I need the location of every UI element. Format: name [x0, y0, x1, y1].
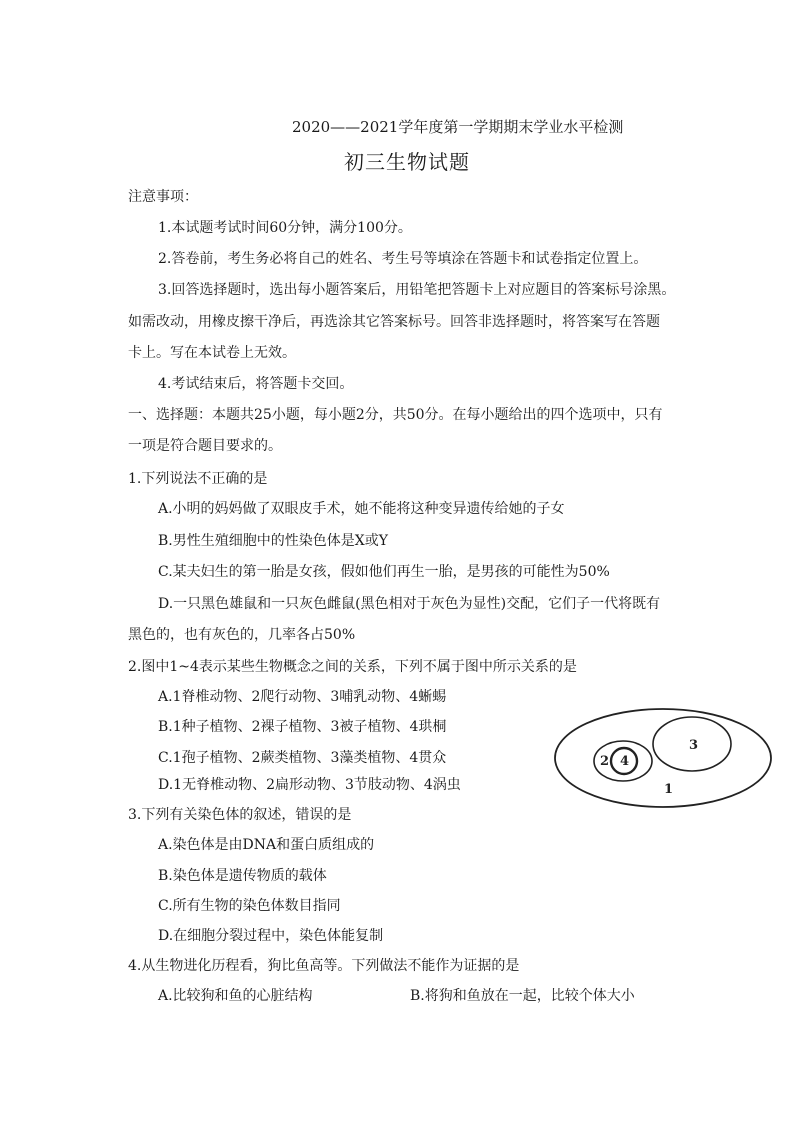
venn-diagram	[552, 700, 774, 812]
q1-option-c: C.某夫妇生的第一胎是女孩，假如他们再生一胎，是男孩的可能性为50%	[158, 564, 610, 580]
notice-item-4: 4.考试结束后，将答题卡交回。	[158, 376, 354, 392]
notice-item-2: 2.答卷前，考生务必将自己的姓名、考生号等填涂在答题卡和试卷指定位置上。	[158, 251, 648, 267]
q4-stem: 4.从生物进化历程看，狗比鱼高等。下列做法不能作为证据的是	[128, 958, 520, 974]
venn-label-4: 4	[620, 754, 630, 769]
section-1-line-1: 一、选择题：本题共25小题，每小题2分，共50分。在每小题给出的四个选项中，只有	[128, 407, 663, 423]
notice-item-3-line-3: 卡上。写在本试卷上无效。	[128, 345, 296, 361]
section-1-line-2: 一项是符合题目要求的。	[128, 438, 282, 454]
exam-title: 初三生物试题	[344, 150, 470, 174]
q1-option-b: B.男性生殖细胞中的性染色体是X或Y	[158, 533, 388, 549]
q2-option-b: B.1种子植物、2裸子植物、3被子植物、4珙桐	[158, 719, 447, 735]
q4-option-b: B.将狗和鱼放在一起，比较个体大小	[410, 988, 635, 1004]
venn-outer-ellipse	[555, 709, 771, 807]
q2-stem: 2.图中1~4表示某些生物概念之间的关系，下列不属于图中所示关系的是	[128, 659, 577, 675]
q1-option-a: A.小明的妈妈做了双眼皮手术，她不能将这种变异遗传给她的子女	[158, 501, 565, 517]
q2-option-d: D.1无脊椎动物、2扁形动物、3节肢动物、4涡虫	[158, 777, 461, 793]
venn-label-2: 2	[600, 754, 610, 769]
notice-heading: 注意事项：	[128, 189, 198, 205]
q4-option-a: A.比较狗和鱼的心脏结构	[158, 988, 313, 1004]
venn-label-3: 3	[689, 738, 699, 753]
notice-item-3-line-1: 3.回答选择题时，选出每小题答案后，用铅笔把答题卡上对应题目的答案标号涂黑。	[158, 282, 676, 298]
q3-option-c: C.所有生物的染色体数目指同	[158, 898, 341, 914]
q2-option-c: C.1孢子植物、2蕨类植物、3藻类植物、4贯众	[158, 750, 447, 766]
q1-option-d-line-1: D.一只黑色雄鼠和一只灰色雌鼠(黑色相对于灰色为显性)交配，它们子一代将既有	[158, 596, 661, 612]
notice-item-3-line-2: 如需改动，用橡皮擦干净后，再选涂其它答案标号。回答非选择题时，将答案写在答题	[128, 314, 660, 330]
q1-option-d-line-2: 黑色的，也有灰色的，几率各占50%	[128, 627, 356, 643]
q3-option-d: D.在细胞分裂过程中，染色体能复制	[158, 928, 384, 944]
q3-stem: 3.下列有关染色体的叙述，错误的是	[128, 807, 352, 823]
venn-label-1: 1	[664, 782, 674, 797]
exam-header: 2020——2021学年度第一学期期末学业水平检测	[292, 118, 624, 136]
q1-stem: 1.下列说法不正确的是	[128, 471, 268, 487]
notice-item-1: 1.本试题考试时间60分钟，满分100分。	[158, 220, 412, 236]
q3-option-b: B.染色体是遗传物质的载体	[158, 868, 327, 884]
q2-option-a: A.1脊椎动物、2爬行动物、3哺乳动物、4蜥蜴	[158, 689, 447, 705]
q3-option-a: A.染色体是由DNA和蛋白质组成的	[158, 837, 375, 853]
